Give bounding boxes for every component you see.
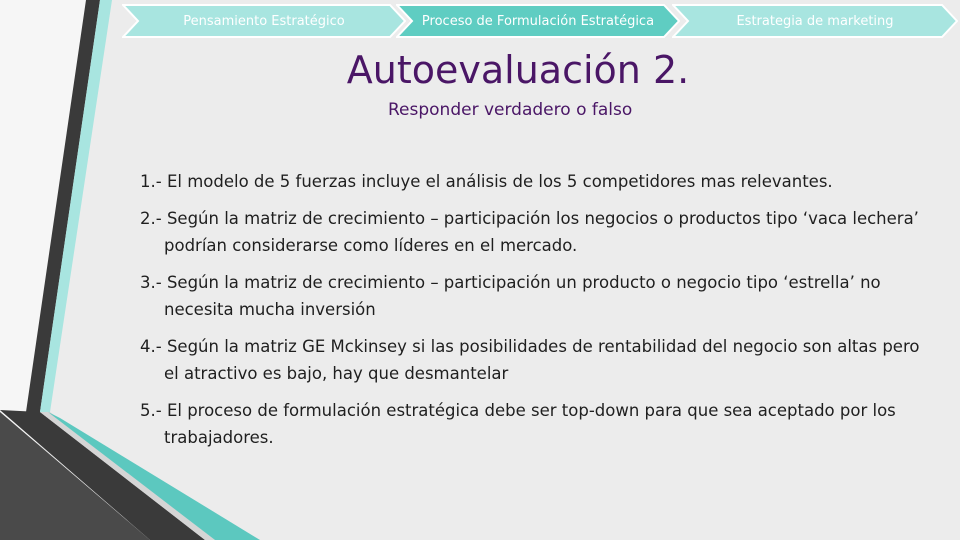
breadcrumb-step-2-label: Proceso de Formulación Estratégica xyxy=(421,13,655,29)
page-title: Autoevaluación 2. xyxy=(346,48,690,92)
breadcrumb-step-1[interactable] xyxy=(122,4,406,38)
breadcrumb-step-3-label: Estrategia de marketing xyxy=(736,13,894,29)
breadcrumb-step-3[interactable] xyxy=(672,4,958,38)
breadcrumb-step-2[interactable] xyxy=(396,4,680,38)
question-item-1: 1.- El modelo de 5 fuerzas incluye el análisis de los 5 competidores mas relevantes. xyxy=(140,172,833,191)
breadcrumb-step-1-label: Pensamiento Estratégico xyxy=(183,13,345,29)
question-item-5: 5.- El proceso de formulación estratégica debe ser top-down para que sea aceptado por los trabajadores. xyxy=(140,401,896,447)
question-list xyxy=(140,168,930,461)
question-item-3: 3.- Según la matriz de crecimiento – participación un producto o negocio tipo ‘estrella’ no necesita mucha inversión xyxy=(140,273,881,319)
page-subtitle: Responder verdadero o falso xyxy=(388,100,633,120)
question-item-4: 4.- Según la matriz GE Mckinsey si las posibilidades de rentabilidad del negocio son altas pero el atractivo es bajo, hay que desmantelar xyxy=(140,337,920,383)
question-item-2: 2.- Según la matriz de crecimiento – participación los negocios o productos tipo ‘vaca lechera’ podrían considerarse como líderes en el mercado. xyxy=(140,209,919,255)
